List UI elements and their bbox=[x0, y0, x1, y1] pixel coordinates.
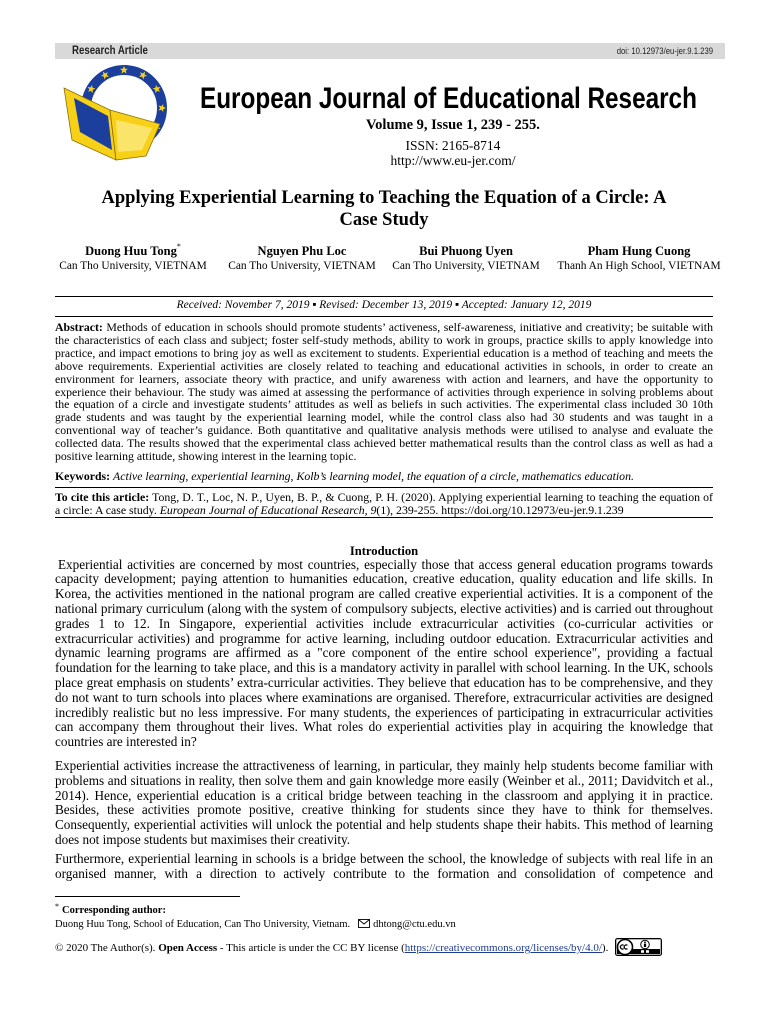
open-access-label: Open Access bbox=[158, 942, 218, 954]
journal-name: European Journal of Educational Research bbox=[200, 82, 697, 115]
corresponding-author-details: Duong Huu Tong, School of Education, Can Tho University, Vietnam. bbox=[55, 919, 351, 930]
footnote-divider bbox=[55, 896, 240, 897]
author-affiliation: Thanh An High School, VIETNAM bbox=[557, 260, 721, 272]
author-block bbox=[41, 244, 225, 273]
article-dates: Received: November 7, 2019 ▪ Revised: December 13, 2019 ▪ Accepted: January 12, 2019 bbox=[176, 299, 592, 311]
author-name bbox=[41, 244, 225, 259]
author-name: Nguyen Phu Loc bbox=[257, 244, 347, 258]
footnote-marker: * bbox=[55, 902, 59, 911]
corresponding-marker: * bbox=[176, 242, 181, 251]
author-affiliation: Can Tho University, VIETNAM bbox=[392, 260, 540, 272]
citation-doi-link[interactable]: https://doi.org/10.12973/eu-jer.9.1.239 bbox=[441, 502, 624, 517]
section-label: Research Article bbox=[72, 45, 148, 57]
author-affiliation: Can Tho University, VIETNAM bbox=[228, 260, 376, 272]
citation-text: Tong, D. T., Loc, N. P., Uyen, B. P., & Cuong, P. H. (2020). Applying experiential learning to teaching the equation of a circle: A case study. bbox=[55, 489, 713, 517]
email-link[interactable]: dhtong@ctu.edu.vn bbox=[373, 919, 456, 930]
divider bbox=[55, 517, 713, 518]
body-paragraph: Experiential activities increase the attractiveness of learning, in particular, they mainly help students become familiar with problems and situations in reality, then solve them and gain knowledge more easily (Weinber et al., 2011; Davidvitch et al., 2014). Hence, experiential education is a critical bridge between teaching in the classroom and applying it in practice. Besides, these activities promote positive, creative thinking for students since they have to think for themselves. Consequently, experiential activities will unlock the potential and help students shape their habits. This method of learning does not impose students but maximises their creativity. bbox=[55, 758, 713, 848]
citation-issue-pages: (1), 239-255. bbox=[376, 502, 439, 517]
citation-journal: European Journal of Educational Research, 9 bbox=[159, 502, 377, 517]
body-paragraph: Furthermore, experiential learning in schools is a bridge between the school, the knowledge of subjects with real life in an organised manner, with a direction to actively contribute to the formation and consolidation of competence and bbox=[55, 850, 713, 881]
journal-logo-icon bbox=[60, 64, 170, 164]
keywords-text: Active learning, experiential learning, Kolb’s learning model, the equation of a circle, mathematics education. bbox=[113, 468, 634, 483]
footnote-text bbox=[55, 918, 456, 931]
journal-volume: Volume 9, Issue 1, 239 - 255. bbox=[366, 117, 540, 133]
article-body bbox=[55, 321, 713, 881]
citation bbox=[55, 491, 713, 517]
abstract bbox=[55, 321, 713, 463]
article-title-line: Case Study bbox=[339, 210, 429, 230]
divider bbox=[55, 296, 713, 297]
citation-label: To cite this article: bbox=[55, 489, 150, 504]
keywords bbox=[55, 470, 713, 483]
license-url-link[interactable]: https://creativecommons.org/licenses/by/4.0/ bbox=[404, 942, 602, 954]
abstract-text: Methods of education in schools should promote students’ activeness, self-awareness, initiative and creativity; be suitable with the characteristics of each class and subject; foster self-study methods, ability to work in groups, practice skills to apply knowledge into practice, and impact emotions to bring joy as well as excitement to students. Experiential education is a method of teaching and meets the above requirements. Experiential activities are closely related to teaching and educational activities in schools, in order to create an environment for learners, associate theory with practice, and unify awareness with action and learners, and have the opportunity to experience their behaviour. The study was aimed at assessing the performance of activities through experience in solving problems about the equation of a circle and investigate students’ attitudes as well as beliefs in such activities. The experimental class included 30 10th grade students and was taught by the experiential learning model, while the control class also had 30 students and was taught in a conventional way of teacher’s guidance. Both quantitative and qualitative analysis methods were utilised to analyse and evaluate the collected data. The results showed that the experimental class achieved better mathematical results than the control class as well as had a positive learning attitude, showing interest in the learning topic. bbox=[55, 320, 713, 464]
footnote-label: Corresponding author: bbox=[62, 905, 166, 916]
journal-url-link[interactable]: http://www.eu-jer.com/ bbox=[390, 153, 516, 168]
abstract-label: Abstract: bbox=[55, 320, 103, 334]
keywords-label: Keywords: bbox=[55, 468, 111, 483]
author-block bbox=[374, 244, 558, 273]
license-text: - This article is under the CC BY license ( bbox=[217, 942, 405, 954]
author-name: Pham Hung Cuong bbox=[587, 244, 691, 258]
footnote-heading bbox=[55, 904, 166, 917]
header-bar bbox=[55, 43, 725, 59]
divider bbox=[55, 487, 713, 488]
cc-by-badge-icon[interactable] bbox=[615, 938, 662, 956]
article-title-line: Applying Experiential Learning to Teaching the Equation of a Circle: A bbox=[101, 188, 667, 208]
author-affiliation: Can Tho University, VIETNAM bbox=[59, 260, 207, 272]
license-line bbox=[55, 941, 608, 955]
license-copyright: © 2020 The Author(s). bbox=[55, 942, 156, 954]
article-title bbox=[40, 187, 728, 231]
envelope-icon bbox=[358, 919, 370, 928]
author-name-text: Duong Huu Tong bbox=[85, 244, 177, 258]
author-block bbox=[210, 244, 394, 273]
header-doi: doi: 10.12973/eu-jer.9.1.239 bbox=[616, 46, 713, 56]
section-heading: Introduction bbox=[349, 543, 419, 558]
body-paragraph: Experiential activities are concerned by most countries, especially those that access general education programs towards capacity development; paying attention to humanities education, creative education, quality education and life skills. In Korea, the activities mentioned in the national program are called creative experiential activities. It is a component of the national primary curriculum (along with the system of compulsory subjects, elective activities) and is carried out throughout grades 1 to 12. In Singapore, experiential activities include extracurricular activities (co-curricular activities or extracurricular activities) and programme for active learning, including outdoor education. Extracurricular activities and dynamic learning programs are affirmed as a "core component of the entire school experience", providing a factual foundation for the learning to take place, and this is a mandatory activity in parallel with school learning. In the UK, schools place great emphasis on students’ extra-curricular activities. They believe that education has to be comprehensive, and they do not want to turn schools into places where examinations are organised. Therefore, extracurricular activities are designed incredibly realistic but no less impressive. For many students, the experiences of participating in extracurricular activities can accompany them throughout their lives. What roles do experiential activities play in acquiring the knowledge that countries are interested in? bbox=[55, 556, 713, 750]
journal-issn: ISSN: 2165-8714 bbox=[405, 138, 501, 153]
divider bbox=[55, 316, 713, 317]
author-name: Bui Phuong Uyen bbox=[419, 244, 513, 258]
author-block bbox=[547, 244, 731, 273]
license-suffix: ). bbox=[601, 942, 609, 954]
